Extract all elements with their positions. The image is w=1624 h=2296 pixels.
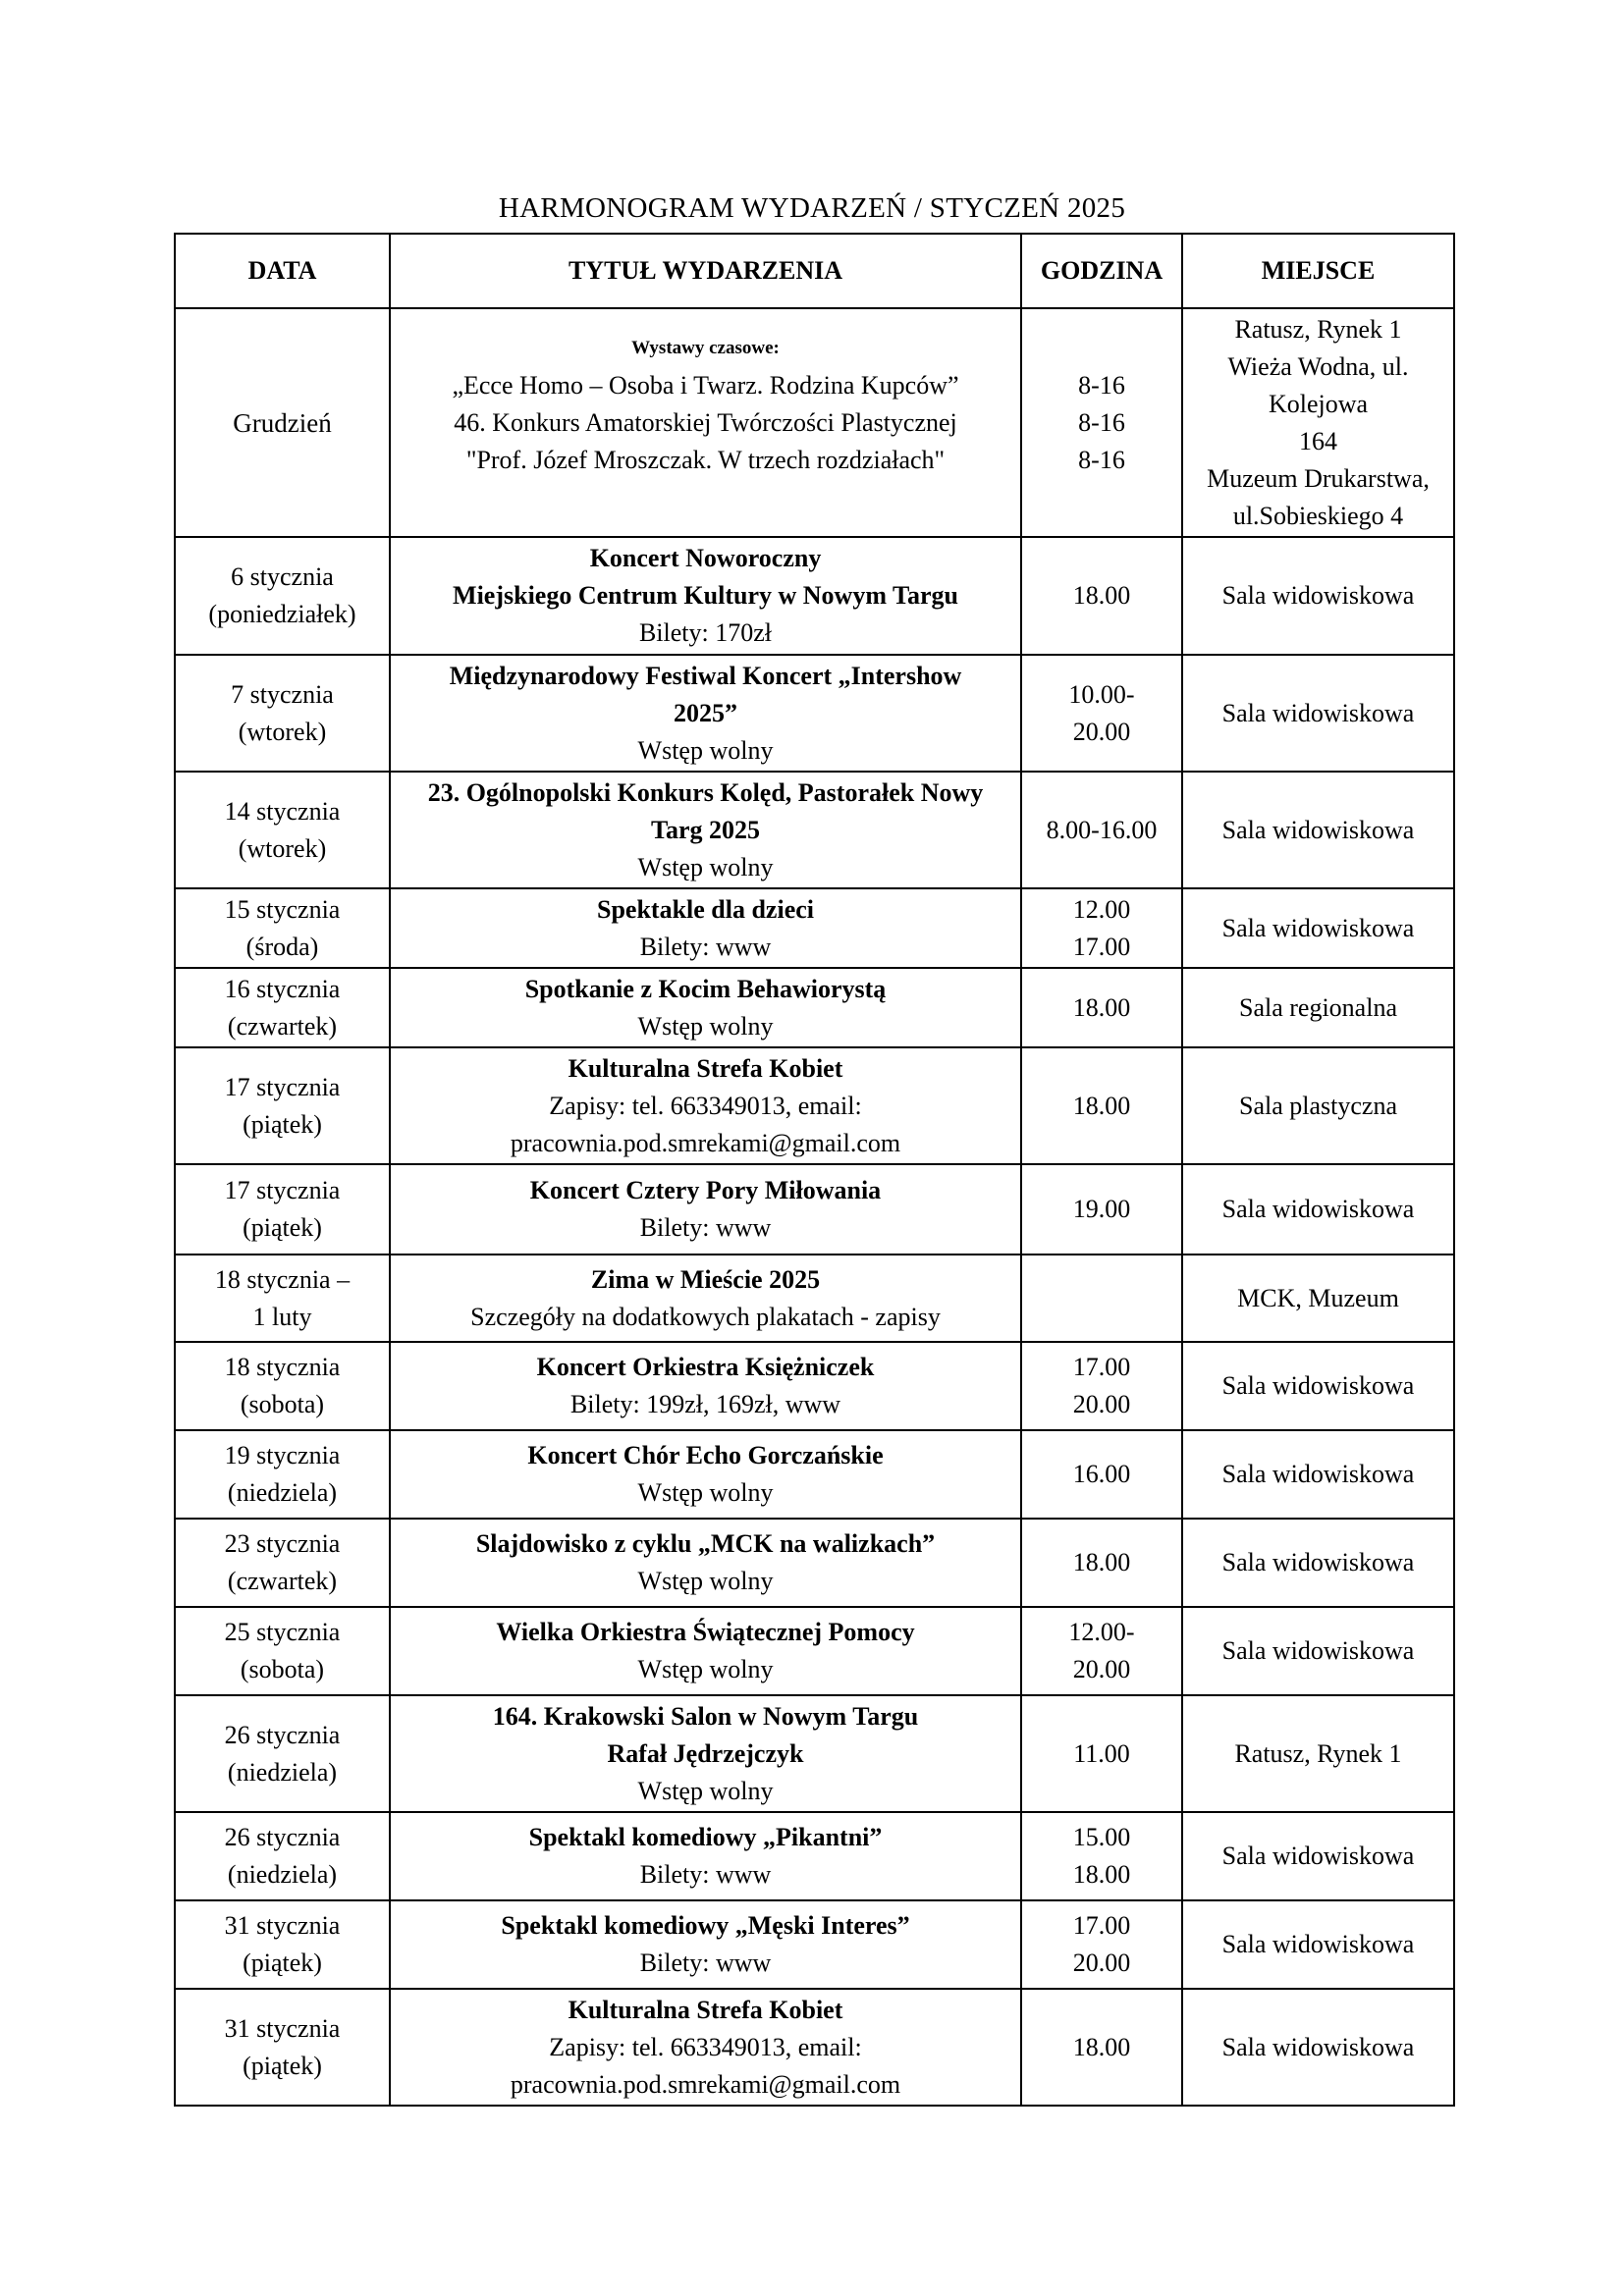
event-title-line: Zima w Mieście 2025 xyxy=(590,1264,821,1294)
time-line: 17.00 xyxy=(1072,1911,1131,1940)
row-time xyxy=(1021,1047,1182,1164)
time-line: 18.00 xyxy=(1072,1860,1131,1889)
table-row xyxy=(175,1519,1454,1607)
row-time xyxy=(1021,1342,1182,1430)
row-title xyxy=(390,1342,1021,1430)
date-line: 25 stycznia xyxy=(224,1618,341,1646)
exhibition-line: „Ecce Homo – Osoba i Twarz. Rodzina Kupców” xyxy=(452,370,959,400)
row-title xyxy=(390,655,1021,772)
header-time: GODZINA xyxy=(1021,234,1182,308)
exhibitions-heading: Wystawy czasowe: xyxy=(631,337,780,358)
event-info-line: Bilety: www xyxy=(639,1213,772,1242)
row-time xyxy=(1021,1900,1182,1989)
exhibition-line: "Prof. Józef Mroszczak. W trzech rozdziałach" xyxy=(465,445,946,474)
place-line: Wieża Wodna, ul. Kolejowa xyxy=(1227,351,1409,418)
row-title xyxy=(390,888,1021,968)
time-line: 8.00-16.00 xyxy=(1046,815,1158,844)
row-time xyxy=(1021,968,1182,1047)
date-line: (piątek) xyxy=(243,1109,322,1139)
row-date xyxy=(175,1607,390,1695)
row-title xyxy=(390,1047,1021,1164)
schedule-body xyxy=(175,308,1454,2106)
date-line: 31 stycznia xyxy=(224,2013,341,2043)
row-date xyxy=(175,1342,390,1430)
event-title-line: Koncert Chór Echo Gorczańskie xyxy=(527,1441,884,1469)
event-info-line: pracownia.pod.smrekami@gmail.com xyxy=(510,1128,901,1157)
date-line: 1 luty xyxy=(252,1302,312,1331)
table-row xyxy=(175,1989,1454,2106)
row-place: Sala widowiskowa xyxy=(1182,1342,1454,1430)
date-line: (wtorek) xyxy=(238,717,327,746)
event-title-line: Slajdowisko z cyklu „MCK na walizkach” xyxy=(475,1529,936,1558)
date-line: 14 stycznia xyxy=(224,796,341,826)
table-row xyxy=(175,1812,1454,1900)
event-info-line: Bilety: 170zł xyxy=(638,618,773,647)
row-date xyxy=(175,655,390,772)
row-date xyxy=(175,772,390,888)
event-title-line: Miejskiego Centrum Kultury w Nowym Targu xyxy=(453,581,958,610)
event-title-line: Spektakle dla dzieci xyxy=(596,894,814,924)
row-place: Sala widowiskowa xyxy=(1182,1989,1454,2106)
date-line: (piątek) xyxy=(243,1213,322,1242)
date-line: 23 stycznia xyxy=(224,1529,341,1558)
event-title-line: Kulturalna Strefa Kobiet xyxy=(568,1995,843,2024)
date-line: 26 stycznia xyxy=(224,1720,341,1749)
date-line: 16 stycznia xyxy=(224,974,341,1003)
row-place: Sala widowiskowa xyxy=(1182,1812,1454,1900)
table-row xyxy=(175,1255,1454,1342)
table-row xyxy=(175,1164,1454,1255)
row-date xyxy=(175,1255,390,1342)
date-line: 18 stycznia – xyxy=(214,1264,351,1294)
page-title: HARMONOGRAM WYDARZEŃ / STYCZEŃ 2025 xyxy=(498,192,1126,224)
time-line: 8-16 xyxy=(1078,445,1125,474)
date-line: (czwartek) xyxy=(227,1567,338,1595)
time-line: 8-16 xyxy=(1078,370,1125,400)
row-title xyxy=(390,1989,1021,2106)
date-line: (środa) xyxy=(245,932,319,961)
table-row xyxy=(175,1342,1454,1430)
header-title: TYTUŁ WYDARZENIA xyxy=(390,234,1021,308)
row-time xyxy=(1021,1164,1182,1255)
row-time xyxy=(1021,1519,1182,1607)
row-place: Sala widowiskowa xyxy=(1182,1430,1454,1519)
row-time xyxy=(1021,772,1182,888)
time-line: 20.00 xyxy=(1072,1655,1131,1683)
row-time xyxy=(1021,655,1182,772)
row-place: Sala widowiskowa xyxy=(1182,1164,1454,1255)
date-line: 19 stycznia xyxy=(224,1441,341,1469)
row-title xyxy=(390,1255,1021,1342)
row-title xyxy=(390,968,1021,1047)
row-date xyxy=(175,1047,390,1164)
date-line: (czwartek) xyxy=(227,1011,338,1041)
event-title-line: Koncert Noworoczny xyxy=(589,544,822,572)
row-date xyxy=(175,1812,390,1900)
time-line: 18.00 xyxy=(1072,581,1131,610)
event-info-line: Zapisy: tel. 663349013, email: xyxy=(549,1091,862,1120)
time-line: 18.00 xyxy=(1072,2032,1131,2061)
row-date xyxy=(175,1989,390,2106)
row-title xyxy=(390,1607,1021,1695)
event-title-line: Międzynarodowy Festiwal Koncert „Intershow xyxy=(449,661,962,690)
event-title-line: Spektakl komediowy „Męski Interes” xyxy=(501,1911,910,1940)
date-line: (sobota) xyxy=(240,1390,325,1418)
time-line: 20.00 xyxy=(1072,1949,1131,1977)
time-line: 8-16 xyxy=(1078,407,1125,437)
row-title xyxy=(390,1519,1021,1607)
event-title-line: 164. Krakowski Salon w Nowym Targu xyxy=(492,1701,919,1731)
row-title xyxy=(390,1812,1021,1900)
table-row xyxy=(175,968,1454,1047)
exhibition-line: 46. Konkurs Amatorskiej Twórczości Plastycznej xyxy=(454,407,957,437)
event-title-line: Koncert Cztery Pory Miłowania xyxy=(529,1176,882,1204)
header-row xyxy=(175,234,1454,308)
row-place: MCK, Muzeum xyxy=(1182,1255,1454,1342)
event-info-line: Bilety: www xyxy=(639,1949,772,1977)
table-row xyxy=(175,1430,1454,1519)
header-place: MIEJSCE xyxy=(1182,234,1454,308)
event-info-line: Wstęp wolny xyxy=(637,1567,774,1595)
date-line: (wtorek) xyxy=(238,833,327,863)
row-time xyxy=(1021,888,1182,968)
event-info-line: pracownia.pod.smrekami@gmail.com xyxy=(510,2069,901,2099)
event-title-line: Targ 2025 xyxy=(651,815,760,844)
time-line: 12.00- xyxy=(1068,1618,1135,1646)
event-info-line: Wstęp wolny xyxy=(637,735,774,765)
row-time xyxy=(1021,1255,1182,1342)
row-place: Sala widowiskowa xyxy=(1182,537,1454,655)
row-date xyxy=(175,1430,390,1519)
header-date: DATA xyxy=(175,234,390,308)
date-line: 26 stycznia xyxy=(224,1823,341,1851)
table-row xyxy=(175,1695,1454,1812)
event-info-line: Wstęp wolny xyxy=(637,1478,774,1507)
place-line: 164 xyxy=(1299,426,1337,455)
row-place: Sala widowiskowa xyxy=(1182,772,1454,888)
time-line: 16.00 xyxy=(1072,1460,1131,1488)
event-info-line: Wstęp wolny xyxy=(637,1655,774,1683)
time-line: 17.00 xyxy=(1072,932,1131,961)
row-place xyxy=(1182,308,1454,537)
row-time xyxy=(1021,1607,1182,1695)
event-title-line: Rafał Jędrzejczyk xyxy=(607,1738,804,1768)
place-line: ul.Sobieskiego 4 xyxy=(1232,501,1404,530)
event-title-line: 2025” xyxy=(674,698,737,727)
row-time xyxy=(1021,308,1182,537)
event-title-line: Wielka Orkiestra Świątecznej Pomocy xyxy=(496,1618,915,1646)
row-place: Sala regionalna xyxy=(1182,968,1454,1047)
time-line: 12.00 xyxy=(1072,894,1131,924)
row-date xyxy=(175,537,390,655)
time-line: 18.00 xyxy=(1072,1091,1131,1120)
row-place: Sala widowiskowa xyxy=(1182,1607,1454,1695)
table-row xyxy=(175,1607,1454,1695)
date-line: 7 stycznia xyxy=(231,679,334,709)
row-title xyxy=(390,1900,1021,1989)
row-date xyxy=(175,888,390,968)
date-line: 6 stycznia xyxy=(231,562,334,591)
row-time xyxy=(1021,1812,1182,1900)
time-line: 19.00 xyxy=(1072,1195,1131,1223)
date-line: (niedziela) xyxy=(227,1757,338,1787)
time-line: 18.00 xyxy=(1072,992,1131,1022)
row-place: Ratusz, Rynek 1 xyxy=(1182,1695,1454,1812)
place-line: Muzeum Drukarstwa, xyxy=(1207,463,1430,493)
event-title-line: 23. Ogólnopolski Konkurs Kolęd, Pastorałek Nowy xyxy=(427,777,984,807)
time-line: 15.00 xyxy=(1072,1823,1131,1851)
date-line: (piątek) xyxy=(243,2051,322,2080)
date-line: (poniedziałek) xyxy=(208,600,356,628)
row-date: Grudzień xyxy=(175,308,390,537)
event-title-line: Kulturalna Strefa Kobiet xyxy=(568,1053,843,1083)
table-row xyxy=(175,655,1454,772)
row-date xyxy=(175,968,390,1047)
date-line: 31 stycznia xyxy=(224,1911,341,1940)
row-place: Sala widowiskowa xyxy=(1182,655,1454,772)
event-info-line: Wstęp wolny xyxy=(637,1011,774,1041)
time-line: 11.00 xyxy=(1073,1738,1130,1768)
date-line: 17 stycznia xyxy=(224,1072,341,1101)
event-info-line: Zapisy: tel. 663349013, email: xyxy=(549,2032,862,2061)
event-title-line: Spektakl komediowy „Pikantni” xyxy=(528,1823,883,1851)
row-time xyxy=(1021,1989,1182,2106)
date-line: (niedziela) xyxy=(227,1860,338,1889)
event-title-line: Spotkanie z Kocim Behawiorystą xyxy=(524,974,887,1003)
event-info-line: Wstęp wolny xyxy=(637,852,774,881)
date-line: (niedziela) xyxy=(227,1478,338,1507)
table-row xyxy=(175,888,1454,968)
table-row-exhibitions xyxy=(175,308,1454,537)
time-line: 20.00 xyxy=(1072,717,1131,746)
event-info-line: Bilety: www xyxy=(639,932,772,961)
table-row xyxy=(175,537,1454,655)
event-info-line: Wstęp wolny xyxy=(637,1776,774,1805)
table-row xyxy=(175,772,1454,888)
row-place: Sala plastyczna xyxy=(1182,1047,1454,1164)
row-title xyxy=(390,1695,1021,1812)
row-time xyxy=(1021,1695,1182,1812)
row-date xyxy=(175,1164,390,1255)
schedule-table xyxy=(174,233,1455,2107)
table-row xyxy=(175,1900,1454,1989)
date-line: (piątek) xyxy=(243,1949,322,1977)
row-place: Sala widowiskowa xyxy=(1182,888,1454,968)
date-line: 18 stycznia xyxy=(224,1353,341,1381)
row-title xyxy=(390,1430,1021,1519)
event-title-line: Koncert Orkiestra Księżniczek xyxy=(536,1353,875,1381)
time-line: 20.00 xyxy=(1072,1390,1131,1418)
row-place: Sala widowiskowa xyxy=(1182,1519,1454,1607)
table-row xyxy=(175,1047,1454,1164)
row-date xyxy=(175,1695,390,1812)
date-line: 17 stycznia xyxy=(224,1176,341,1204)
row-title xyxy=(390,1164,1021,1255)
time-line: 10.00- xyxy=(1068,679,1135,709)
row-title xyxy=(390,772,1021,888)
row-date xyxy=(175,1900,390,1989)
event-info-line: Szczegóły na dodatkowych plakatach - zapisy xyxy=(470,1302,941,1331)
event-info-line: Bilety: www xyxy=(639,1860,772,1889)
row-time xyxy=(1021,537,1182,655)
row-title xyxy=(390,537,1021,655)
time-line: 17.00 xyxy=(1072,1353,1131,1381)
place-line: Ratusz, Rynek 1 xyxy=(1234,314,1402,344)
date-line: 15 stycznia xyxy=(224,894,341,924)
time-line: 18.00 xyxy=(1072,1548,1131,1576)
event-info-line: Bilety: 199zł, 169zł, www xyxy=(569,1390,841,1418)
row-time xyxy=(1021,1430,1182,1519)
row-title xyxy=(390,308,1021,537)
row-date xyxy=(175,1519,390,1607)
row-place: Sala widowiskowa xyxy=(1182,1900,1454,1989)
date-line: (sobota) xyxy=(240,1655,325,1683)
